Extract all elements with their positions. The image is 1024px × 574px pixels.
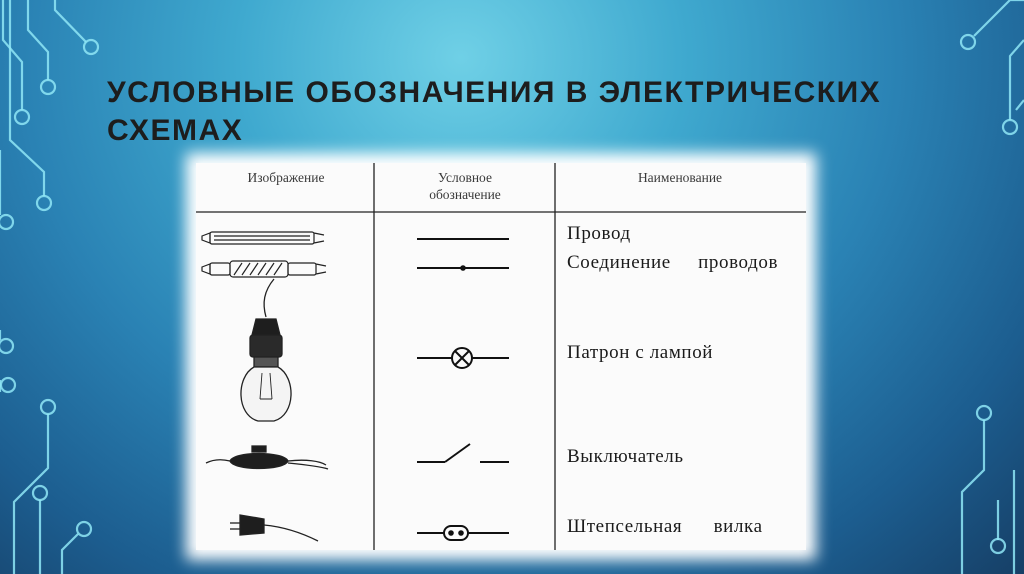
switch-symbol-icon: [417, 444, 509, 462]
circuit-decoration-right: [954, 0, 1024, 574]
row-name-lamp-socket: Патрон с лампой: [567, 342, 714, 363]
wire-icon: [202, 232, 324, 244]
circuit-decoration-left: [0, 0, 110, 574]
row-name-switch: Выключатель: [567, 446, 684, 467]
wire-junction-symbol-icon: [417, 265, 509, 271]
twisted-wires-icon: [202, 261, 326, 277]
slide-title: УСЛОВНЫЕ ОБОЗНАЧЕНИЯ В ЭЛЕКТРИЧЕСКИХ СХЕМАХ: [107, 76, 882, 147]
column-header-symbol-line1: Условное: [438, 170, 492, 185]
column-header-symbol: [376, 169, 554, 203]
column-header-image: Изображение: [247, 170, 325, 185]
column-header-symbol-line2: обозначение: [429, 187, 501, 202]
table-graphics: [196, 163, 806, 550]
symbols-table-figure: [196, 163, 806, 550]
column-header-name: Наименование: [637, 170, 723, 185]
row-name-wire-junction: Соединение проводов: [567, 252, 779, 273]
lamp-socket-icon: [241, 279, 291, 421]
plug-symbol-icon: [417, 526, 509, 540]
row-name-wire: Провод: [567, 223, 631, 244]
plug-icon: [230, 515, 318, 541]
inline-switch-icon: [206, 446, 328, 469]
row-name-plug: Штепсельная вилка: [567, 516, 763, 537]
lamp-symbol-icon: [417, 348, 509, 368]
